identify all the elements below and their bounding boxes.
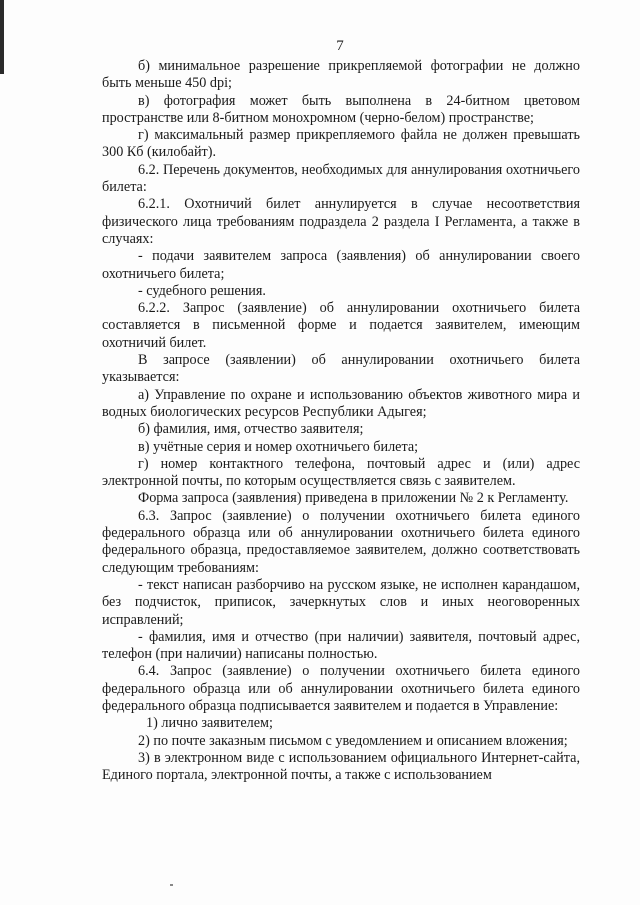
paragraph: Форма запроса (заявления) приведена в приложении № 2 к Регламенту. [138,490,569,507]
paragraph: - текст написан разборчиво на русском языке, не исполнен карандашом, без подчисток, приписок, зачеркнутых слов и иных неоговоренных исправлений; [102,576,580,628]
paragraph: 6.2.1. Охотничий билет аннулируется в случае несоответствия физического лица требованиям подраздела 2 раздела I Регламента, а также в случаях: [102,196,580,247]
paragraph: 1) лично заявителем; [146,715,273,732]
paragraph: 2) по почте заказным письмом с уведомлением и описанием вложения; [138,732,568,749]
paragraph: 6.2. Перечень документов, необходимых для аннулирования охотничьего билета: [102,161,580,196]
paragraph: б) минимальное разрешение прикрепляемой фотографии не должно быть меньше 450 dpi; [102,58,580,92]
paragraph: В запросе (заявлении) об аннулировании охотничьего билета указывается: [102,352,580,386]
paragraph: а) Управление по охране и использованию объектов животного мира и водных биологических ресурсов Республики Адыгея; [102,386,580,420]
paragraph: 6.3. Запрос (заявление) о получении охотничьего билета единого федерального образца или об аннулировании охотничьего билета единого федерального образца, предоставляемое заявителем, должно соответствовать следующим требованиям: [102,507,580,576]
paragraph: в) учётные серия и номер охотничьего билета; [138,438,419,455]
page-number: 7 [336,38,344,54]
paragraph: - судебного решения. [138,282,266,299]
paragraph: в) фотография может быть выполнена в 24-битном цветовом пространстве или 8-битном монохромном (черно-белом) пространстве; [102,92,580,126]
paragraph: 6.4. Запрос (заявление) о получении охотничьего билета единого федерального образца или об аннулировании охотничьего билета единого федерального образца подписывается заявителем и подается в Управление: [102,663,580,714]
scan-edge [0,0,4,74]
paragraph: 6.2.2. Запрос (заявление) об аннулировании охотничьего билета составляется в письменной форме и подается заявителем, имеющим охотничий билет. [102,300,580,351]
paragraph: б) фамилия, имя, отчество заявителя; [138,421,364,438]
paragraph: г) максимальный размер прикрепляемого файла не должен превышать 300 Кб (килобайт). [102,127,580,161]
document-body [102,58,580,784]
paragraph: - фамилия, имя и отчество (при наличии) заявителя, почтовый адрес, телефон (при наличии) написаны полностью. [102,628,580,663]
paragraph: 3) в электронном виде с использованием официального Интернет-сайта, Единого портала, электронной почты, а также с использованием [102,749,580,784]
paragraph: - подачи заявителем запроса (заявления) об аннулировании своего охотничьего билета; [102,248,580,282]
paragraph: г) номер контактного телефона, почтовый адрес и (или) адрес электронной почты, по которым осуществляется связь с заявителем. [102,455,580,490]
scan-speck [170,884,173,886]
